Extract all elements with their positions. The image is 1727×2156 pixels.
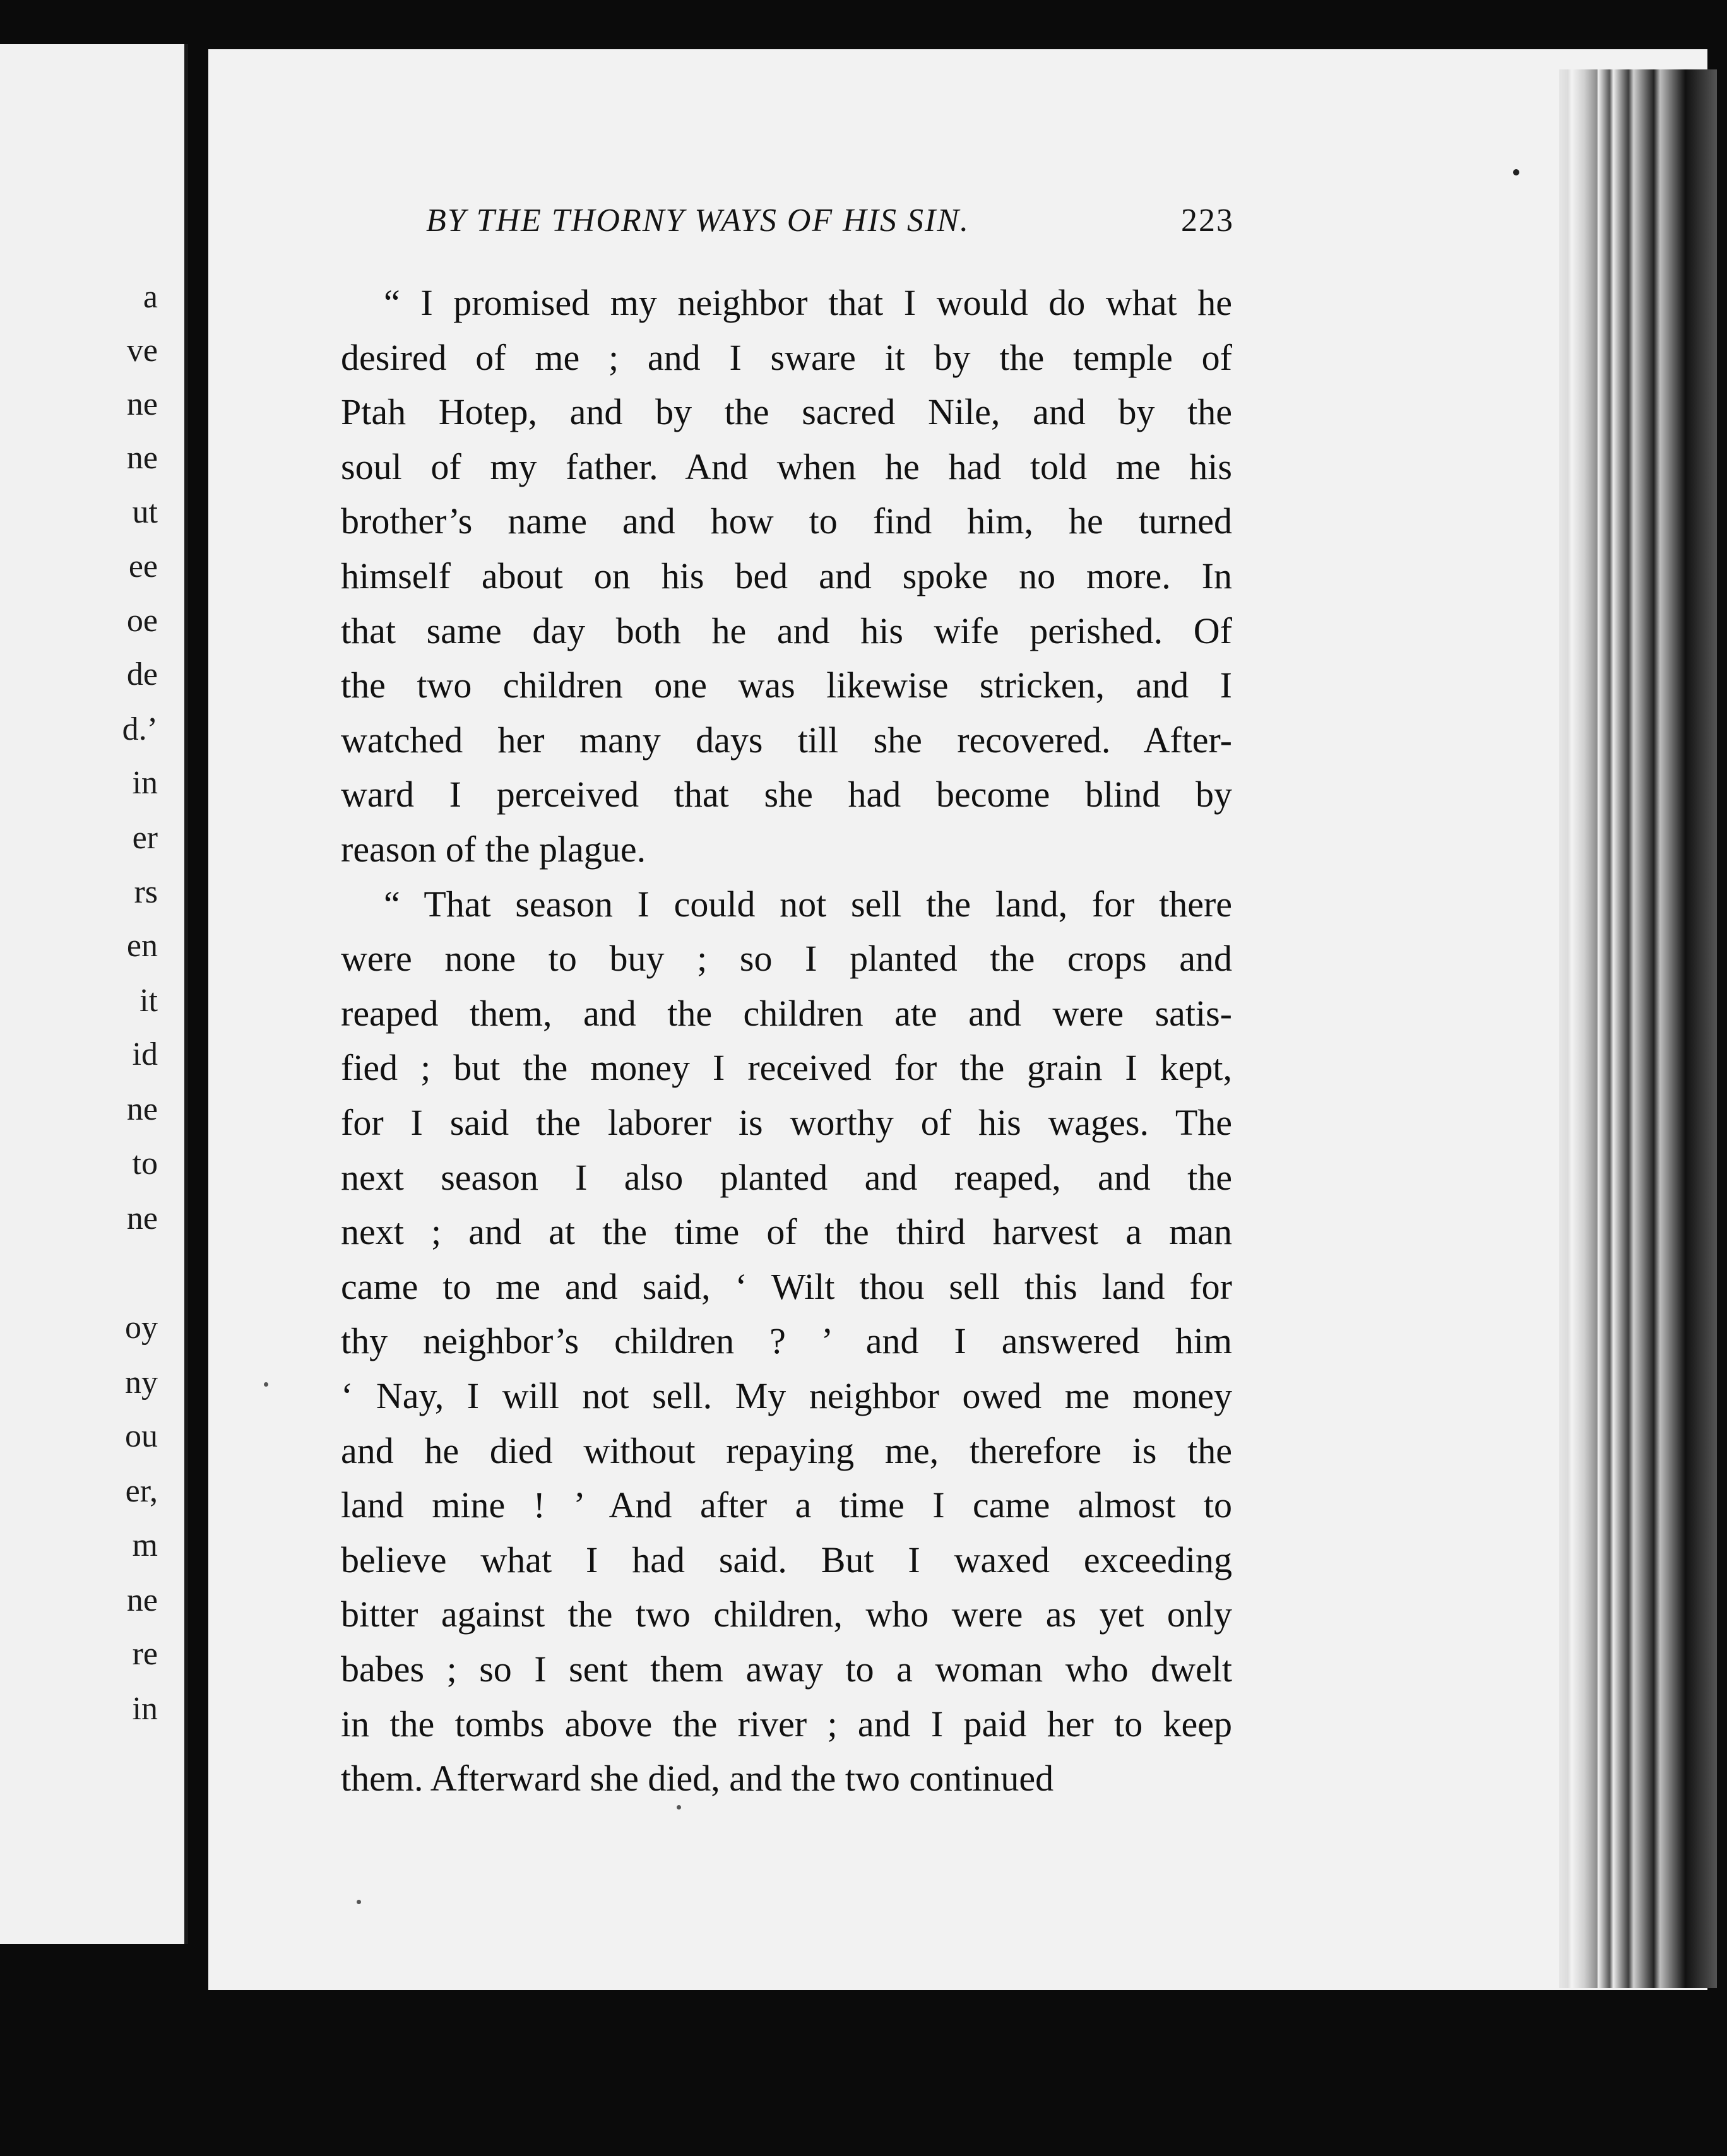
ink-speck [1513,169,1519,175]
left-page-fragment: id [132,1036,158,1072]
text-line: and he died without repaying me, therefore is the [341,1430,1232,1471]
text-line: next season I also planted and reaped, and the [341,1156,1232,1198]
text-line: ‘ Nay, I will not sell. My neighbor owed me money [341,1375,1232,1416]
left-page-fragment: ne [126,1091,158,1127]
page-number: 223 [1181,203,1234,239]
text-line: them. Afterward she died, and the two continued [341,1758,1054,1799]
text-line: for I said the laborer is worthy of his wages. The [341,1102,1232,1143]
ink-speck [357,1900,361,1904]
left-page-fragment: in [132,765,158,801]
ink-speck [264,1382,268,1387]
left-page-fragment: it [139,983,158,1019]
text-line: were none to buy ; so I planted the crops and [341,938,1232,980]
left-page-fragment: a [143,279,158,315]
left-page-fragment: ut [132,494,158,530]
left-page-fragment: de [126,656,158,692]
text-line: Ptah Hotep, and by the sacred Nile, and by the [341,391,1232,433]
text-line: the two children one was likewise stricken, and I [341,665,1232,706]
text-line: fied ; but the money I received for the grain I kept, [341,1047,1232,1089]
running-head [426,202,1234,246]
text-line: “ I promised my neighbor that I would do what he [384,282,1232,323]
running-head-title: BY THE THORNY WAYS OF HIS SIN. [426,203,970,239]
left-page-fragment: oy [125,1310,158,1346]
text-line: brother’s name and how to find him, he turned [341,500,1232,542]
ink-speck [677,1805,681,1810]
text-line: desired of me ; and I sware it by the temple of [341,336,1232,378]
text-line: bitter against the two children, who were as yet only [341,1594,1232,1635]
text-line: believe what I had said. But I waxed exceeding [341,1539,1232,1580]
left-page-fragment: er, [125,1473,158,1509]
left-page-fragment: ne [126,386,158,422]
text-line: land mine ! ’ And after a time I came almost to [341,1484,1232,1526]
left-page-fragment: re [132,1636,158,1672]
left-page-fragment: ee [128,548,158,584]
text-line: thy neighbor’s children ? ’ and I answered him [341,1320,1232,1362]
left-page-fragment: ne [126,1200,158,1236]
left-page-fragment: m [132,1527,158,1563]
text-line: “ That season I could not sell the land, for there [384,883,1232,925]
text-line: watched her many days till she recovered. After- [341,719,1232,761]
text-line: ward I perceived that she had become blind by [341,774,1232,815]
left-page-fragment: d.’ [122,711,158,747]
text-line: soul of my father. And when he had told me his [341,446,1232,487]
left-page-fragment: ne [126,1582,158,1618]
left-page-fragment: ny [125,1365,158,1401]
left-page-fragment: en [126,928,158,964]
text-line: that same day both he and his wife perished. Of [341,610,1232,651]
text-line: himself about on his bed and spoke no more. In [341,555,1232,596]
left-page-fragment: ve [126,333,158,369]
left-page-fragment: er [132,820,158,856]
text-line: babes ; so I sent them away to a woman who dwelt [341,1649,1232,1690]
left-page-fragment: ne [126,440,158,476]
left-page-fragment: in [132,1691,158,1727]
left-page-fragment: oe [126,603,158,639]
text-line: in the tombs above the river ; and I paid her to keep [341,1703,1232,1744]
text-line: came to me and said, ‘ Wilt thou sell this land for [341,1265,1232,1307]
page-edges [1559,69,1717,1988]
left-page-fragment: rs [134,874,158,910]
left-page-fragment: to [132,1146,158,1182]
left-page-fragment: ou [125,1418,158,1454]
text-line: next ; and at the time of the third harvest a man [341,1211,1232,1253]
text-line: reason of the plague. [341,829,646,870]
text-line: reaped them, and the children ate and were satis- [341,992,1232,1034]
